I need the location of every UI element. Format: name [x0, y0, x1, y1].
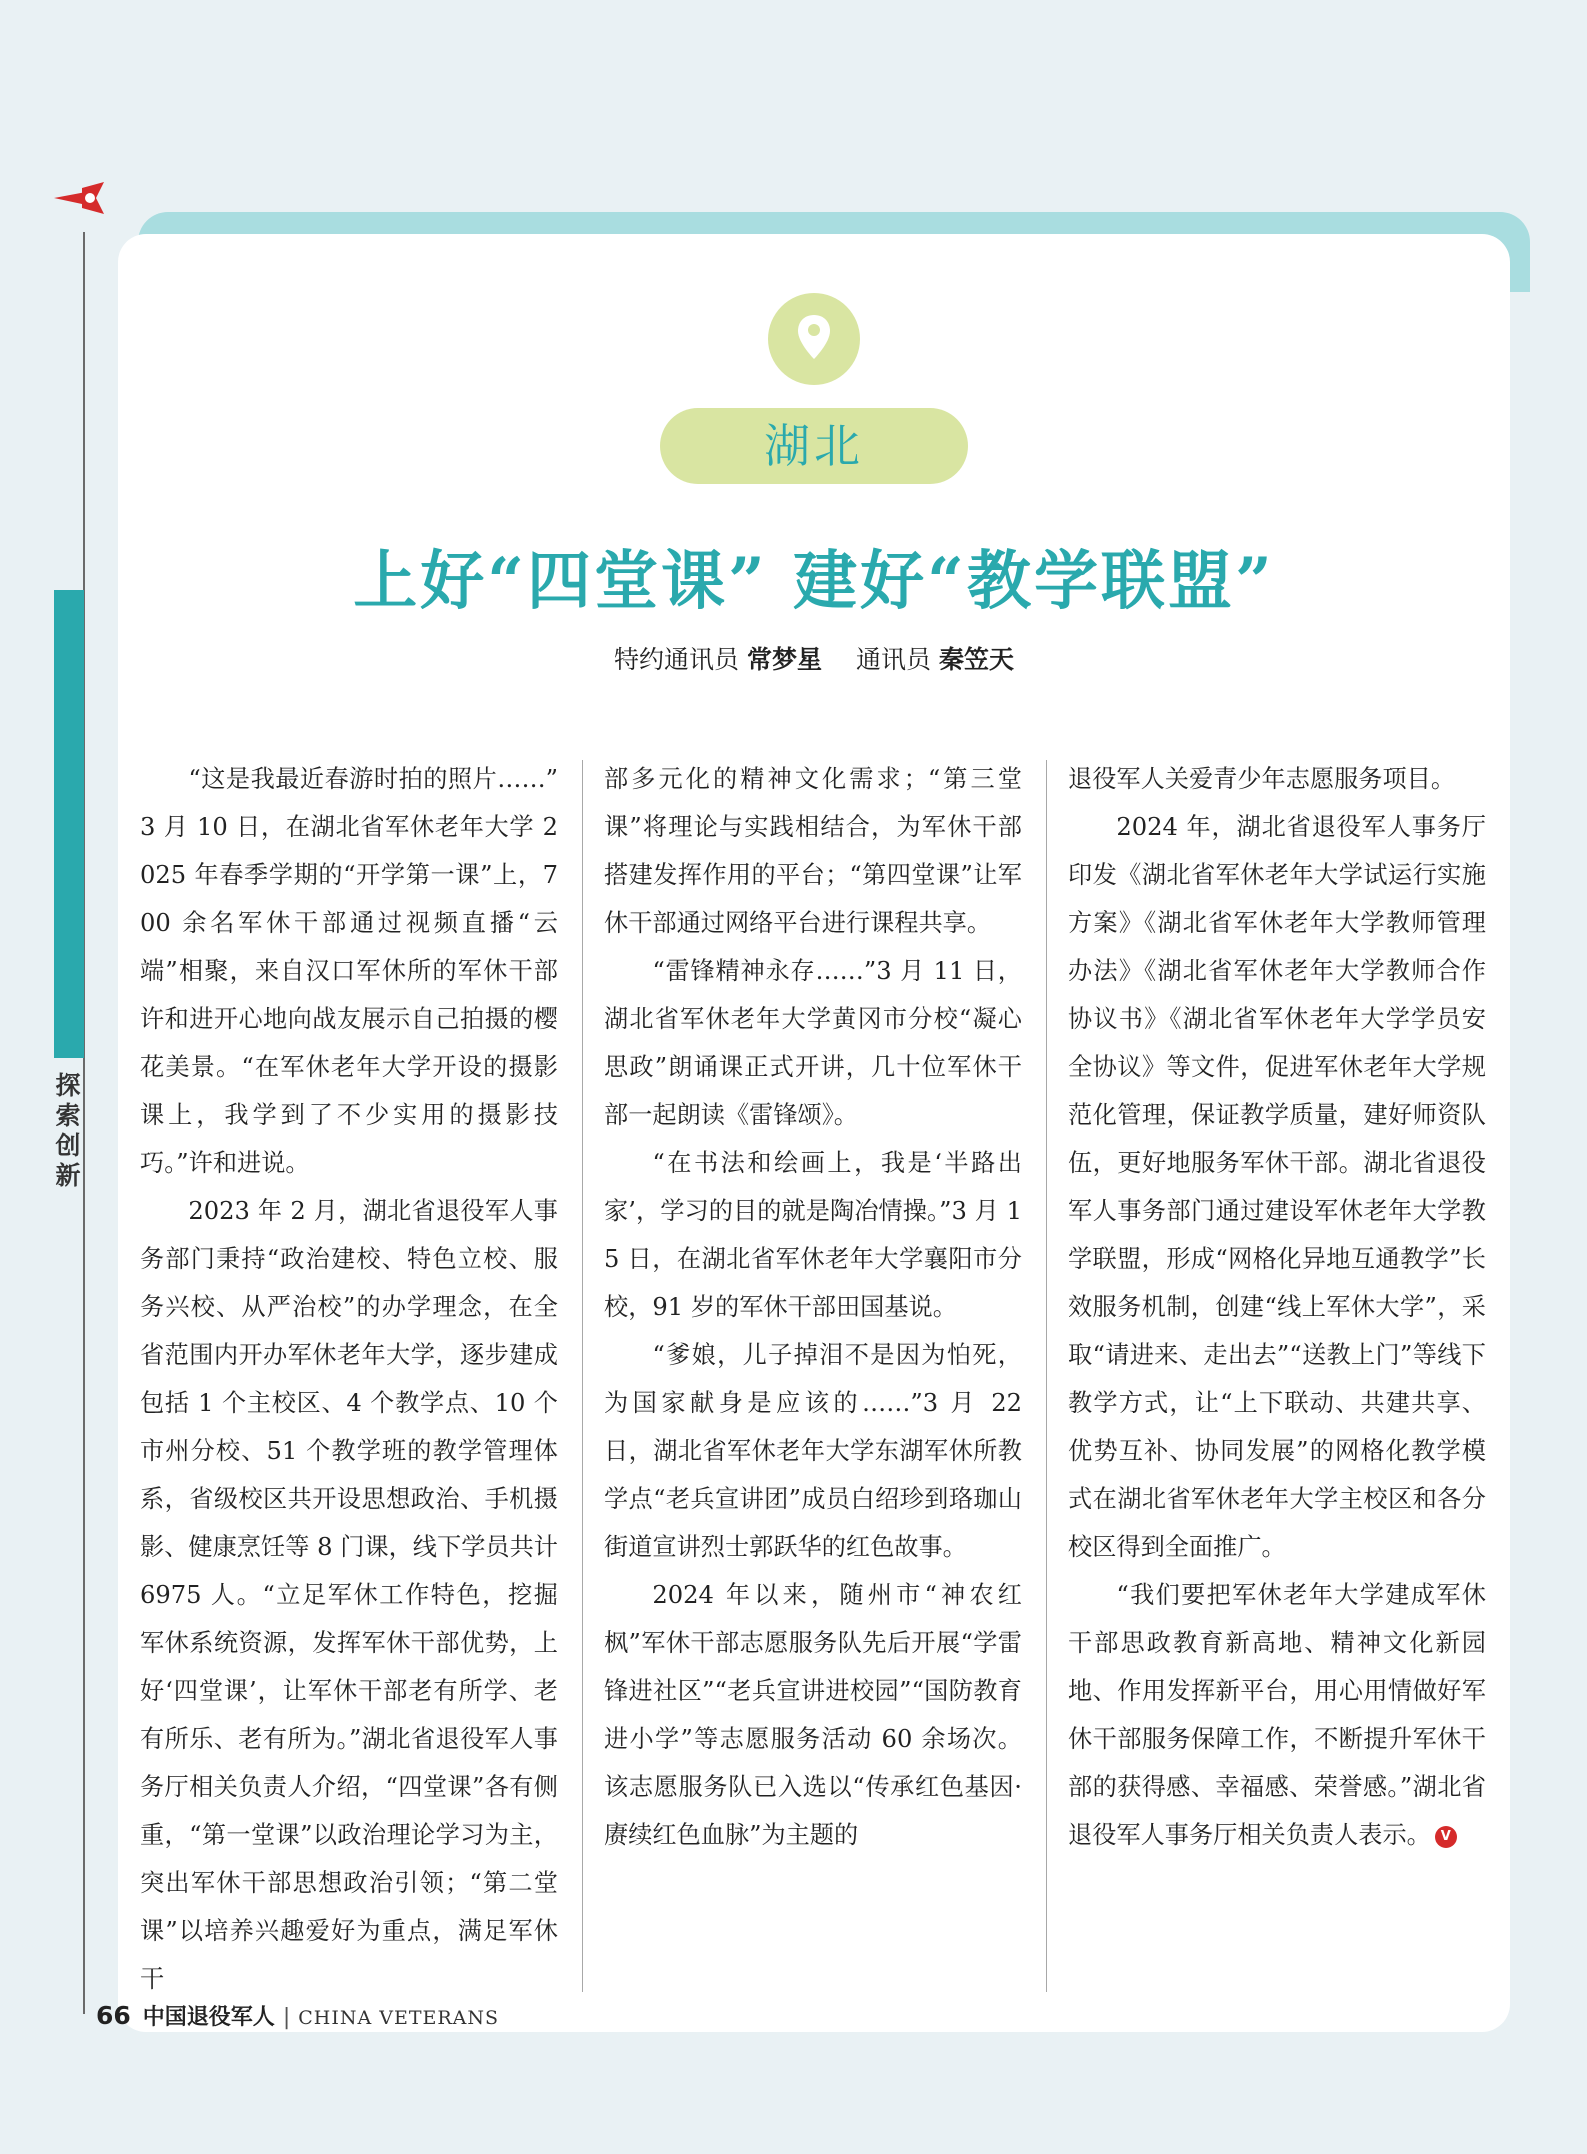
end-mark-icon: V — [1435, 1826, 1457, 1848]
byline-role-1: 特约通讯员 — [614, 645, 740, 674]
byline-name-2: 秦笠天 — [938, 645, 1014, 674]
paragraph-continued: 部多元化的精神文化需求；“第三堂课”将理论与实践相结合，为军休干部搭建发挥作用的平台；“第四堂课”让军休干部通过网络平台进行课程共享。 — [604, 765, 1022, 937]
paragraph: “这是我最近春游时拍的照片……” 3 月 10 日，在湖北省军休老年大学 2025 年春季学期的“开学第一课”上，700 余名军休干部通过视频直播“云端”相聚，来自汉口军休所的军休干部许和进开心地向战友展示自己拍摄的樱花美景。“在军休老年大学开设的摄影课上，我学到了不少实用的摄影技巧。”许和进说。 — [140, 765, 558, 1177]
byline-name-1: 常梦星 — [747, 645, 823, 674]
paragraph-last — [1068, 1571, 1486, 1859]
article-column-1 — [140, 755, 558, 2003]
magazine-name: 中国退役军人 — [142, 2005, 275, 2030]
page-footer — [96, 2000, 499, 2031]
byline — [118, 640, 1510, 676]
location-pin-icon — [796, 313, 832, 361]
page-number: 66 — [96, 2001, 131, 2030]
paragraph-continued: 退役军人关爱青少年志愿服务项目。 — [1068, 765, 1456, 793]
magazine-name-english: CHINA VETERANS — [298, 2007, 500, 2029]
section-color-bar — [54, 590, 84, 1058]
byline-role-2: 通讯员 — [855, 645, 931, 674]
paragraph: 2024 年，湖北省退役军人事务厅印发《湖北省军休老年大学试运行实施方案》《湖北省军休老年大学教师管理办法》《湖北省军休老年大学教师合作协议书》《湖北省军休老年大学学员安全协议》等文件，促进军休老年大学规范化管理，保证教学质量，建好师资队伍，更好地服务军休干部。湖北省退役军人事务部门通过建设军休老年大学教学联盟，形成“网格化异地互通教学”长效服务机制，创建“线上军休大学”，采取“请进来、走出去”“送教上门”等线下教学方式，让“上下联动、共建共享、优势互补、协同发展”的网格化教学模式在湖北省军休老年大学主校区和各分校区得到全面推广。 — [1068, 813, 1486, 1561]
paragraph: “爹娘，儿子掉泪不是因为怕死，为国家献身是应该的……”3 月 22 日，湖北省军休老年大学东湖军休所教学点“老兵宣讲团”成员白绍珍到珞珈山街道宣讲烈士郭跃华的红色故事。 — [604, 1341, 1022, 1561]
column-divider — [582, 760, 583, 1992]
region-tag: 湖北 — [660, 408, 968, 484]
section-label: 探索创新 — [52, 1072, 81, 1192]
magazine-logo-icon — [52, 178, 112, 218]
paragraph: “雷锋精神永存……”3 月 11 日，湖北省军休老年大学黄冈市分校“凝心思政”朗诵课正式开讲，几十位军休干部一起朗读《雷锋颂》。 — [604, 957, 1022, 1129]
paragraph: 2023 年 2 月，湖北省退役军人事务部门秉持“政治建校、特色立校、服务兴校、从严治校”的办学理念，在全省范围内开办军休老年大学，逐步建成包括 1 个主校区、4 个教学点、10 个市州分校、51 个教学班的教学管理体系，省级校区共开设思想政治、手机摄影、健康烹饪等 8 门课，线下学员共计 6975 人。“立足军休工作特色，挖掘军休系统资源，发挥军休干部优势，上好‘四堂课’，让军休干部老有所学、老有所乐、老有所为。”湖北省退役军人事务厅相关负责人介绍，“四堂课”各有侧重，“第一堂课”以政治理论学习为主，突出军休干部思想政治引领；“第二堂课”以培养兴趣爱好为重点，满足军休干 — [140, 1197, 558, 1993]
footer-separator: | — [282, 2005, 291, 2030]
paragraph: 2024 年以来，随州市“神农红枫”军休干部志愿服务队先后开展“学雷锋进社区”“老兵宣讲进校园”“国防教育进小学”等志愿服务活动 60 余场次。该志愿服务队已入选以“传承红色基因·赓续红色血脉”为主题的 — [604, 1581, 1022, 1849]
location-badge — [768, 293, 860, 385]
paragraph-text: “我们要把军休老年大学建成军休干部思政教育新高地、精神文化新园地、作用发挥新平台，用心用情做好军休干部服务保障工作，不断提升军休干部的获得感、幸福感、荣誉感。”湖北省退役军人事务厅相关负责人表示。 — [1068, 1581, 1486, 1849]
article-title: 上好“四堂课” 建好“教学联盟” — [353, 544, 1275, 619]
article-column-2 — [604, 755, 1022, 1859]
article-column-3 — [1068, 755, 1486, 1859]
paragraph: “在书法和绘画上，我是‘半路出家’，学习的目的就是陶冶情操。”3 月 15 日，在湖北省军休老年大学襄阳市分校，91 岁的军休干部田国基说。 — [604, 1149, 1022, 1321]
column-divider — [1046, 760, 1047, 1992]
